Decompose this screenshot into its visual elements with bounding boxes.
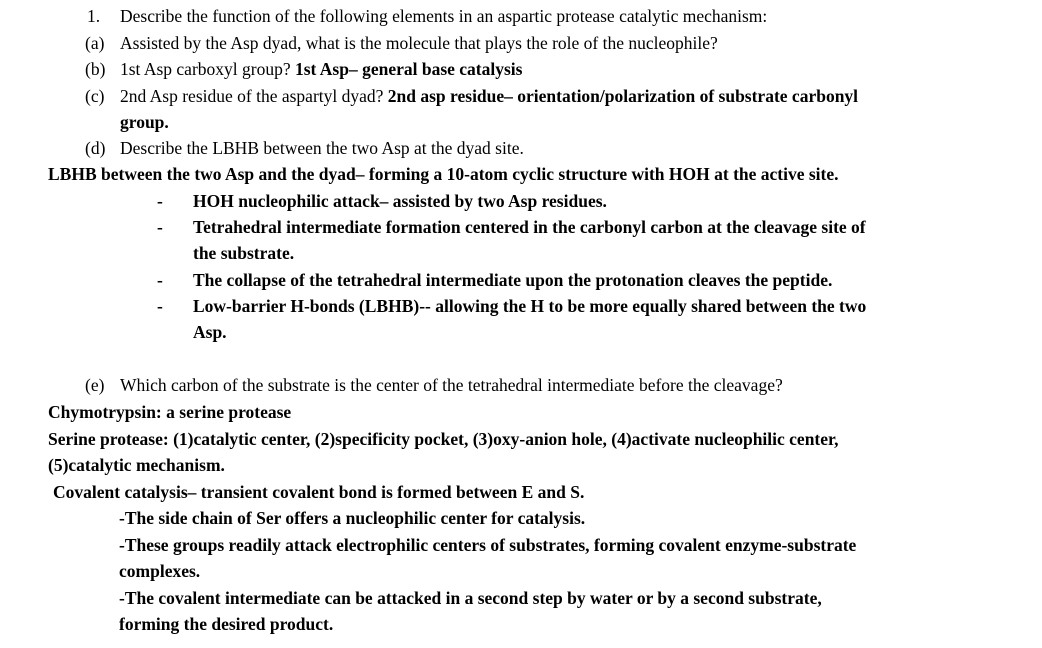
part-question: Assisted by the Asp dyad, what is the molecule that plays the role of the nucleophile?	[120, 33, 718, 53]
bullet-text: Low-barrier H-bonds (LBHB)-- allowing the H to be more equally shared between the two	[193, 296, 867, 316]
bullet-text-cont: Asp.	[193, 322, 227, 342]
part-label: (b)	[85, 59, 106, 79]
question-line	[87, 5, 768, 27]
part-a	[85, 32, 718, 54]
bullet-text: HOH nucleophilic attack– assisted by two Asp residues.	[193, 191, 607, 211]
question-prompt: Describe the function of the following elements in an aspartic protease catalytic mechanism:	[120, 6, 768, 26]
serine-protease-line-cont: (5)catalytic mechanism.	[48, 455, 225, 475]
bullet-marker: -	[157, 296, 163, 316]
part-e	[85, 374, 783, 396]
chymotrypsin-title: Chymotrypsin: a serine protease	[48, 402, 292, 422]
lbhb-heading: LBHB between the two Asp and the dyad– forming a 10-atom cyclic structure with HOH at the active site.	[48, 164, 839, 184]
part-label: (e)	[85, 375, 105, 395]
part-c-answer-cont: group.	[120, 112, 169, 132]
point-text-cont: forming the desired product.	[119, 614, 334, 634]
point-text: -The covalent intermediate can be attacked in a second step by water or by a second substrate,	[119, 588, 822, 608]
bullet-marker: -	[157, 270, 163, 290]
part-answer: 2nd asp residue– orientation/polarization of substrate carbonyl	[387, 86, 859, 106]
part-answer: 1st Asp– general base catalysis	[294, 59, 523, 79]
part-question: Describe the LBHB between the two Asp at the dyad site.	[120, 138, 524, 158]
covalent-catalysis: Covalent catalysis– transient covalent bond is formed between E and S.	[53, 482, 585, 502]
part-question: 2nd Asp residue of the aspartyl dyad?	[120, 86, 384, 106]
part-d	[85, 137, 524, 159]
part-question: 1st Asp carboxyl group?	[120, 59, 291, 79]
part-question: Which carbon of the substrate is the center of the tetrahedral intermediate before the cleavage?	[120, 375, 783, 395]
bullet-text: Tetrahedral intermediate formation centered in the carbonyl carbon at the cleavage site of	[193, 217, 866, 237]
serine-protease-line: Serine protease: (1)catalytic center, (2)specificity pocket, (3)oxy-anion hole, (4)activate nucleophilic center,	[48, 429, 839, 449]
bullet-text-cont: the substrate.	[193, 243, 295, 263]
question-number: 1.	[87, 6, 101, 26]
point-text: -The side chain of Ser offers a nucleophilic center for catalysis.	[119, 508, 586, 528]
bullet-marker: -	[157, 191, 163, 211]
point-text-cont: complexes.	[119, 561, 201, 581]
part-c	[85, 85, 859, 107]
bullet-marker: -	[157, 217, 163, 237]
part-label: (a)	[85, 33, 105, 53]
part-b	[85, 58, 523, 80]
part-label: (c)	[85, 86, 105, 106]
part-label: (d)	[85, 138, 106, 158]
bullet-text: The collapse of the tetrahedral intermediate upon the protonation cleaves the peptide.	[193, 270, 833, 290]
point-text: -These groups readily attack electrophilic centers of substrates, forming covalent enzyme-substrate	[119, 535, 857, 555]
